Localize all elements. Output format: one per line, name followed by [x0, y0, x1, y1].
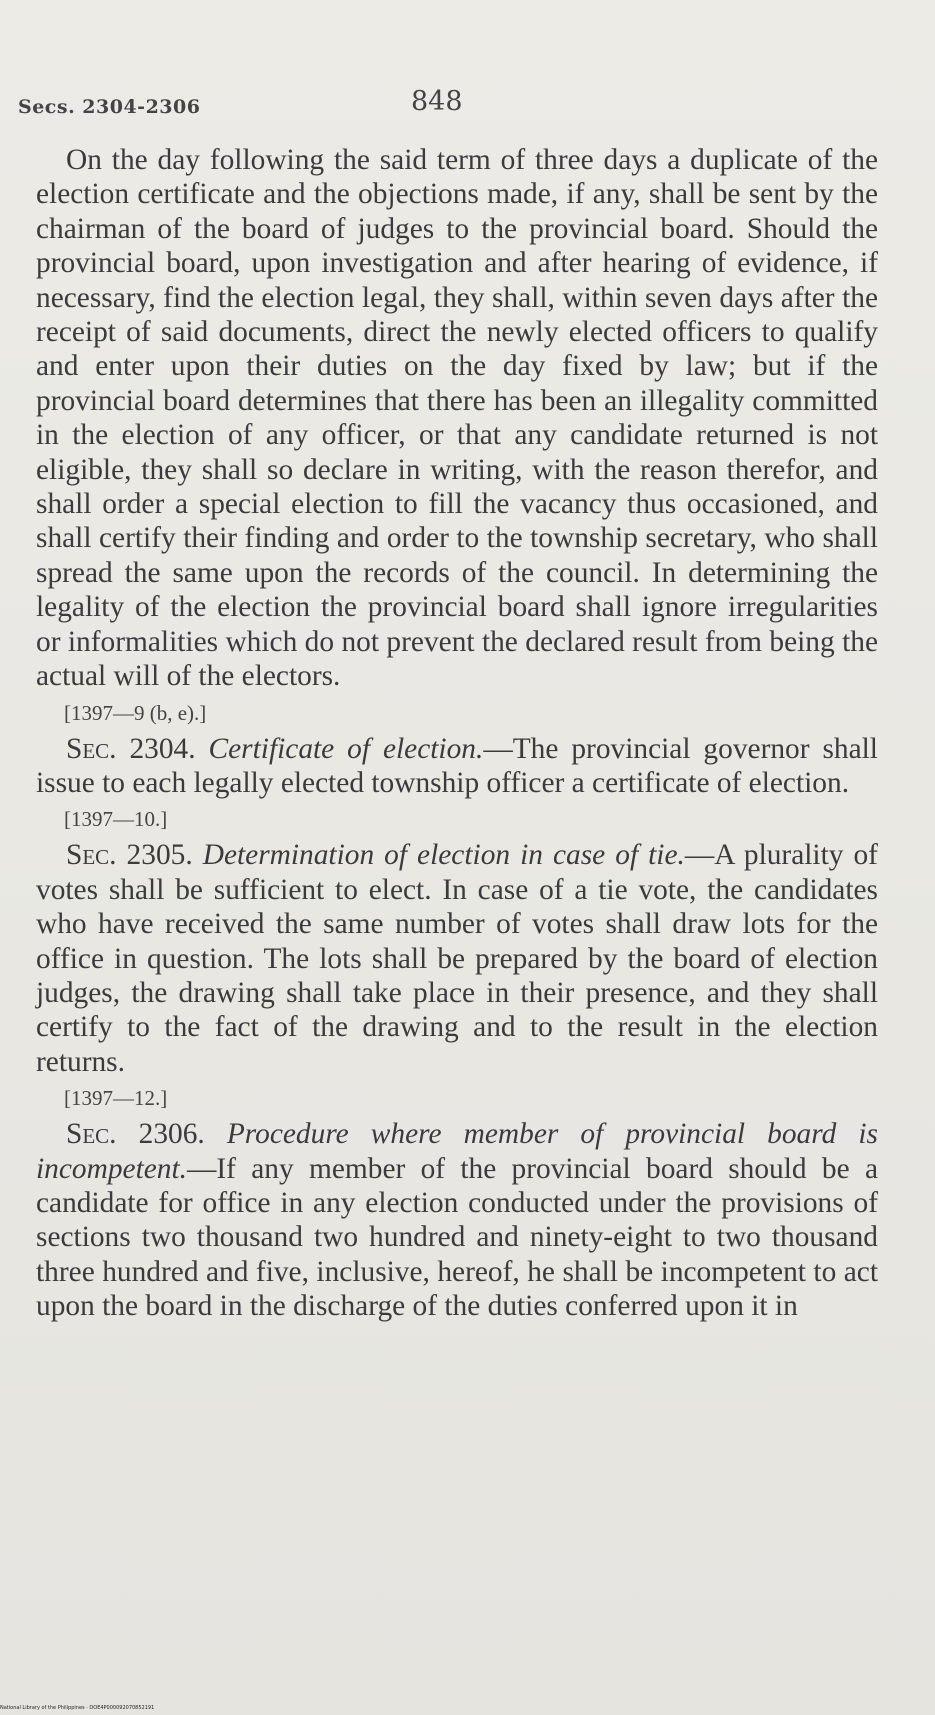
running-head: Secs. 2304-2306	[18, 96, 201, 118]
section-title: Determination of election in case of tie.	[202, 839, 685, 872]
source-citation: [1397—12.]	[64, 1086, 168, 1111]
paragraph-continuation: On the day following the said term of three days a duplicate of the election certificate and the objections made, if any, shall be sent by the chairman of the board of judges to the provincial board. Should the provincial board, upon investigation and after hearing of evidence, if necessary, find the election legal, they shall, within seven days after the receipt of said documents, direct the newly elected officers to qualify and enter upon their duties on the day fixed by law; but if the provincial board determines that there has been an illegality committed in the election of any officer, or that any candidate returned is not eligible, they shall so declare in writing, with the reason therefor, and shall order a special election to fill the vacancy thus occasioned, and shall certify their finding and order to the township secretary, who shall spread the same upon the records of the council. In determining the legality of the election the provincial board shall ignore irregularities or informalities which do not prevent the declared result from being the actual will of the electors.	[36, 144, 878, 693]
page-number: 848	[411, 86, 463, 117]
section-title: Certificate of election.	[208, 732, 484, 765]
page-body	[36, 143, 878, 1324]
section-2304	[36, 732, 878, 801]
section-2306	[36, 1117, 878, 1323]
section-text: —A plurality of votes shall be sufficient to elect. In case of a tie vote, the candidates who have received the same number of votes shall draw lots for the office in question. The lots shall be prepared by the board of election judges, the drawing shall take place in their presence, and they shall certify to the fact of the drawing and to the result in the election returns.	[36, 839, 878, 1078]
section-text: —The provincial governor shall issue to each legally elected township officer a certificate of election.	[36, 732, 878, 799]
section-2305	[36, 838, 878, 1079]
section-label: Sec. 2305.	[66, 839, 193, 872]
page-header	[18, 86, 905, 126]
scan-credit: National Library of the Philippines · DOE4P000092070852191	[0, 1705, 155, 1711]
source-citation: [1397—9 (b, e).]	[64, 700, 207, 725]
section-text: —If any member of the provincial board should be a candidate for office in any election conducted under the provisions of sections two thousand two hundred and ninety-eight to two thousand three hundred and five, inclusive, hereof, he shall be incompetent to act upon the board in the discharge of the duties conferred upon it in	[36, 1152, 878, 1323]
section-title: Procedure where member of provincial board is incompetent.	[36, 1118, 878, 1185]
section-label: Sec. 2304.	[66, 732, 196, 765]
source-citation: [1397—10.]	[64, 807, 168, 832]
section-label: Sec. 2306.	[66, 1118, 205, 1151]
